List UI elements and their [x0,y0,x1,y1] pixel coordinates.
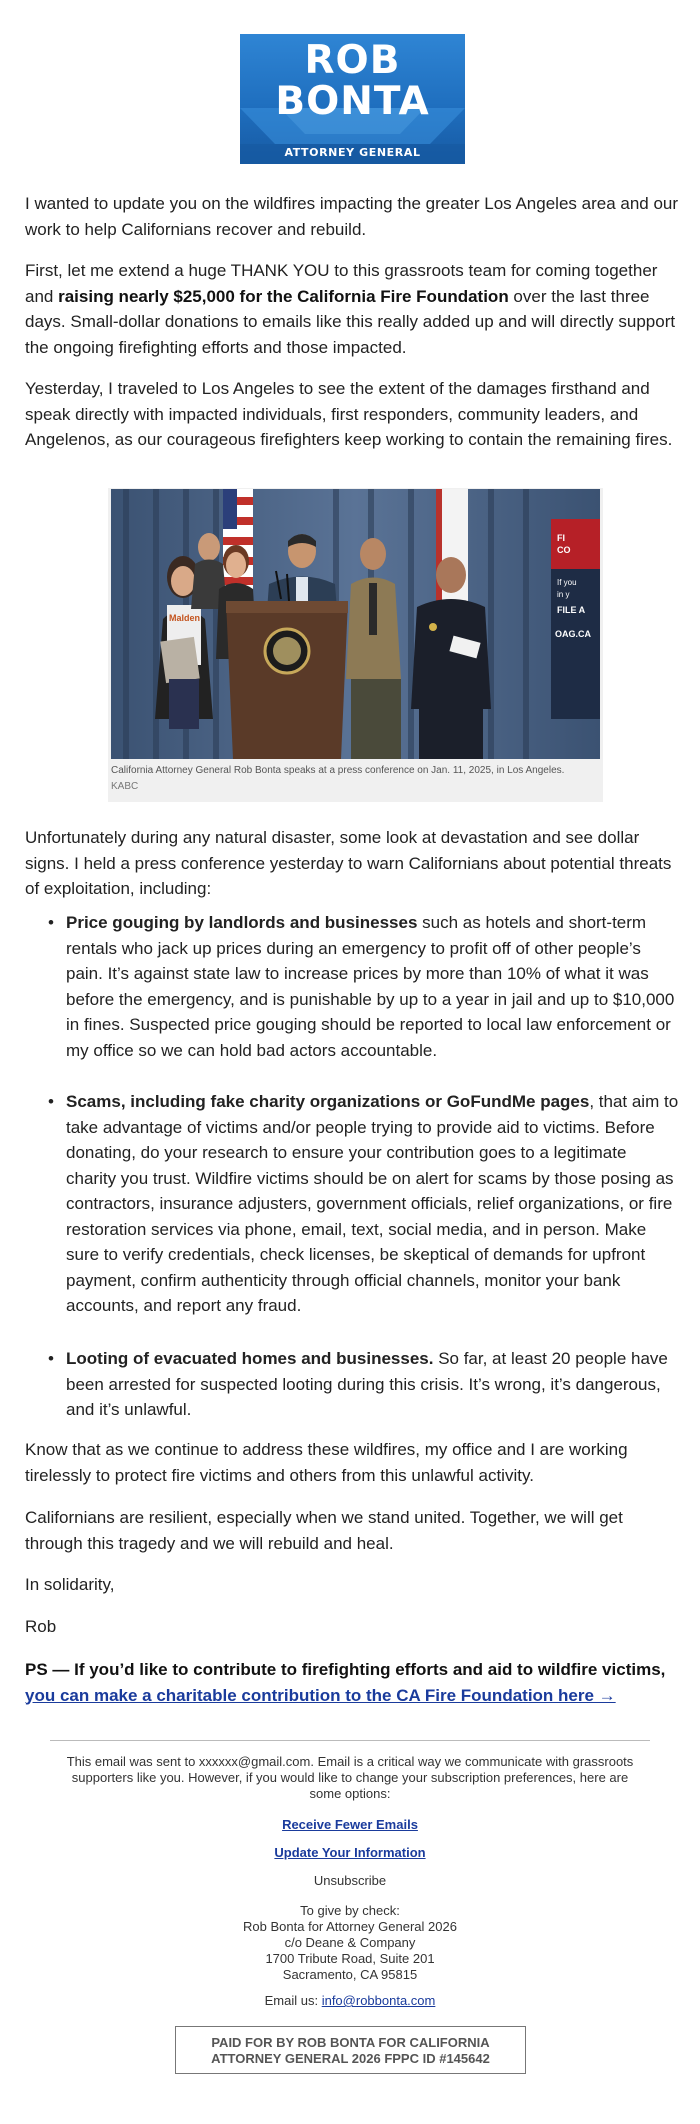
sign-text-5: FILE A [557,605,586,615]
body-paragraph-exploitation: Unfortunately during any natural disaster, some look at devastation and see dollar signs. I held a press conference yesterday to warn Californians about potential threats of exploitation, including: [25,828,672,898]
check-address-block [60,1903,640,1983]
footer-email-line [60,1993,640,2009]
intro-paragraph-3: Yesterday, I traveled to Los Angeles to see the extent of the damages firsthand and speak directly with impacted individuals, first responders, community leaders, and Angelenos, as our courageous firefighters keep working to contain the remaining fires. [25,379,673,449]
press-conference-photo [111,489,600,759]
bullet-price-gouging [48,910,681,1063]
sign-text-2: CO [557,545,571,555]
ps-bold-text: PS — If you’d like to contribute to firefighting efforts and aid to wildfire victims, [25,1660,666,1679]
footer-fewer-emails [60,1817,640,1833]
check-label: To give by check: [300,1903,400,1918]
bullet-price-gouging-text: such as hotels and short-term rentals who jack up prices during an emergency to profit off of other people’s pain. It’s against state law to increase prices by more than 10% of what it was before the emergency, and is punishable by up to a year in jail and up to $10,000 in fines. Suspected price gouging should be reported to local law enforcement or my office so we can hold bad actors accountable. [66,913,675,1060]
ps-paragraph [25,1657,681,1708]
ps-donation-link[interactable]: you can make a charitable contribution to the CA Fire Foundation here → [25,1685,616,1705]
unsubscribe-link[interactable]: Unsubscribe [313,1873,387,1888]
sign-text-1: FI [557,533,565,543]
intro-paragraph-2 [25,258,681,360]
photo-caption: California Attorney General Rob Bonta speaks at a press conference on Jan. 11, 2025, in Los Angeles. [111,765,565,776]
paid-for-line-1: PAID FOR BY ROB BONTA FOR CALIFORNIA [211,2035,490,2050]
paid-for-line-2: ATTORNEY GENERAL 2026 FPPC ID #145642 [211,2051,490,2066]
email-label: Email us: [264,1993,322,2008]
address-line-4: Sacramento, CA 95815 [282,1967,418,1982]
signature: Rob [25,1617,57,1636]
intro-p2-before: First, let me extend a huge THANK YOU to this grassroots team for coming together and [25,261,658,306]
intro-p2-after: over the last three days. Small-dollar donations to emails like this really added up and will directly support the ongoing firefighting efforts and those impacted. [25,286,676,357]
footer-update-info [60,1845,640,1861]
rob-bonta-logo [240,34,465,164]
intro-p2-bold: raising nearly $25,000 for the California Fire Foundation [58,286,509,306]
body-paragraph-resilient: Californians are resilient, especially when we stand united. Together, we will get through this tragedy and we will rebuild and heal. [25,1508,623,1553]
bullet-dot: • [48,913,54,932]
bullet-looting-title: Looting of evacuated homes and businesses. [66,1349,434,1368]
closing-line: In solidarity, [25,1575,115,1594]
address-line-1: Rob Bonta for Attorney General 2026 [243,1919,457,1934]
bullet-looting-text: So far, at least 20 people have been arrested for suspected looting during this crisis. It’s wrong, it’s dangerous, and it’s unlawful. [66,1349,668,1419]
shirt-text: Malden [169,613,201,623]
logo-attorney-general-text: ATTORNEY GENERAL [284,146,421,159]
address-line-2: c/o Deane & Company [284,1935,416,1950]
intro-paragraph-1: I wanted to update you on the wildfires impacting the greater Los Angeles area and our work to help Californians recover and rebuild. [25,194,679,239]
sign-text-4: in y [557,590,570,599]
sign-text-6: OAG.CA [555,629,591,639]
receive-fewer-emails-link[interactable]: Receive Fewer Emails [282,1817,418,1832]
bullet-looting [48,1346,681,1423]
sign-text-3: If you [557,578,577,587]
photo-credit: KABC [111,781,139,792]
logo-rob-text: ROB [304,38,401,83]
bullet-dot: • [48,1092,54,1111]
body-paragraph-working: Know that as we continue to address these wildfires, my office and I are working tirelessly to protect fire victims and others from this unlawful activity. [25,1440,628,1485]
bullet-scams [48,1089,681,1319]
contact-email-link[interactable]: info@robbonta.com [321,1993,436,2008]
press-conference-illustration [111,489,600,759]
bullet-scams-title: Scams, including fake charity organizations or GoFundMe pages [66,1092,590,1111]
footer-divider [50,1740,650,1741]
paid-for-disclaimer [175,2026,526,2074]
address-line-3: 1700 Tribute Road, Suite 201 [265,1951,435,1966]
press-conference-figure [108,488,603,802]
update-information-link[interactable]: Update Your Information [274,1845,426,1860]
bullet-scams-text: , that aim to take advantage of victims and/or people trying to provide aid to victims. Before donating, do your research to ensure your contribution goes to a legitimate charity you trust. Wildfire victims should be on alert for scams by those posing as contractors, insurance adjusters, government officials, relief organizations, or fire restoration services via phone, email, text, social media, and in person. Make sure to verify credentials, check licenses, be skeptical of demands for upfront payment, confirm authenticity through official channels, monitor your bank accounts, and report any fraud. [66,1092,679,1315]
bullet-price-gouging-title: Price gouging by landlords and businesses [66,913,418,932]
footer-notice: This email was sent to xxxxxx@gmail.com. Email is a critical way we communicate with grassroots supporters like you. However, if you would like to change your subscription preferences, here are some options: [66,1754,634,1801]
bullet-dot: • [48,1349,54,1368]
logo-bonta-text: BONTA [275,79,430,124]
